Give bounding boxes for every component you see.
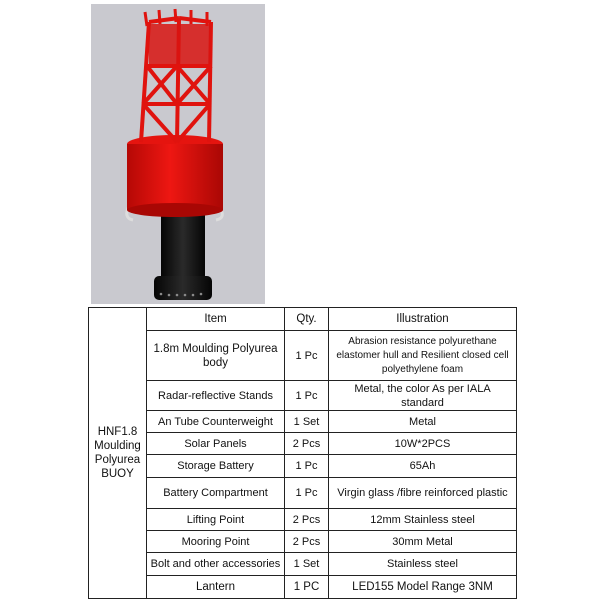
table-row: Lantern 1 PC LED155 Model Range 3NM <box>89 576 517 599</box>
float-body <box>127 144 223 210</box>
header-illustration: Illustration <box>329 308 517 331</box>
table-header-row <box>89 308 517 331</box>
buoy-illustration <box>91 4 265 304</box>
buoy-render-image <box>91 4 265 304</box>
table-row: Lifting Point 2 Pcs 12mm Stainless steel <box>89 509 517 531</box>
table-row: 1.8m Moulding Polyurea body 1 Pc Abrasion resistance polyurethane elastomer hull and Resilient closed cell polyethylene foam <box>89 331 517 381</box>
table-row: Storage Battery 1 Pc 65Ah <box>89 455 517 478</box>
header-qty: Qty. <box>285 308 329 331</box>
table-row: Mooring Point 2 Pcs 30mm Metal <box>89 531 517 553</box>
solar-panel-housing <box>149 24 211 64</box>
table-row: An Tube Counterweight 1 Set Metal <box>89 411 517 433</box>
specification-table <box>88 307 517 599</box>
counterweight-tube <box>161 209 205 284</box>
table-row: Radar-reflective Stands 1 Pc Metal, the color As per IALA standard <box>89 381 517 411</box>
table-row: Bolt and other accessories 1 Set Stainless steel <box>89 553 517 576</box>
counterweight-base <box>154 276 212 300</box>
table-row: Solar Panels 2 Pcs 10W*2PCS <box>89 433 517 455</box>
header-item: Item <box>147 308 285 331</box>
buoy-model-label: HNF1.8 Moulding Polyurea BUOY <box>89 308 147 599</box>
table-row: Battery Compartment 1 Pc Virgin glass /fibre reinforced plastic <box>89 478 517 509</box>
